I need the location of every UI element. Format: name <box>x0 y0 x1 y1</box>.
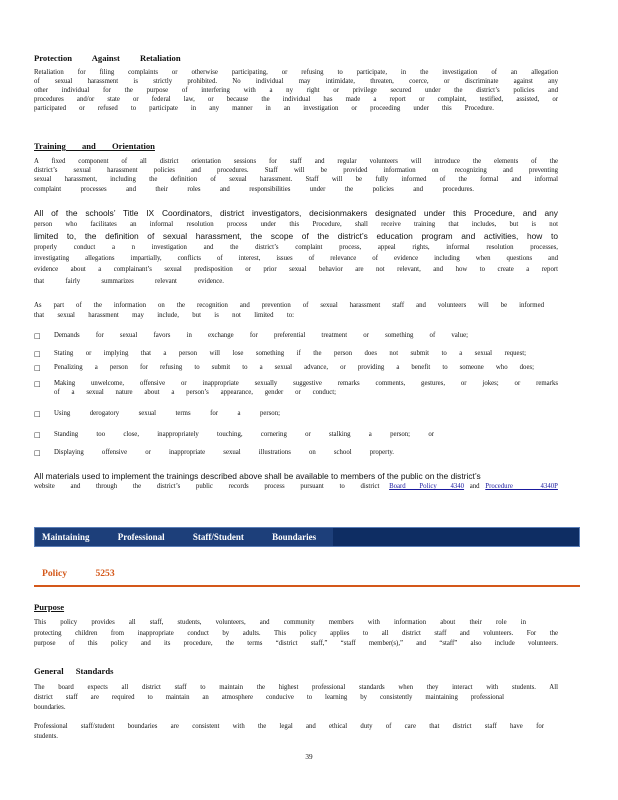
policy-number: Policy 5253 <box>42 568 115 579</box>
page-number: 39 <box>305 753 313 761</box>
standards-p2-line-1: Professional staff/student boundaries are consistent with the legal and ethical duty of care that district staff have for <box>34 723 544 730</box>
policy-divider <box>34 585 580 587</box>
purpose-line-3: purpose of this policy and its procedure, the terms “district staff,” “staff member(s),” and “staff” also include volunteers. <box>34 640 558 647</box>
retaliation-line-2: of sexual harassment is strictly prohibited. No individual may intimidate, threaten, coerce, or discriminate against any <box>34 78 558 85</box>
bullet-item <box>34 364 558 373</box>
bullet-text-continued: of a sexual nature about a person’s appearance, gender or conduct; <box>54 388 336 396</box>
materials-and-text: and <box>469 483 480 490</box>
section-banner <box>34 527 580 547</box>
purpose-line-1: This policy provides all staff, students, volunteers, and community members with information about their role in <box>34 619 526 626</box>
bullet-box-icon: □ <box>34 380 41 388</box>
bullet-box-icon: □ <box>34 410 41 418</box>
training-p1-line-3: sexual harassment, including the definition of sexual harassment. Staff will be fully informed of the formal and informal <box>34 176 558 183</box>
bullet-box-icon: □ <box>34 364 41 372</box>
bullet-text: Stating or implying that a person will lose something if the person does not submit to a sexual request; <box>54 350 526 357</box>
training-p2-line-1: All of the schools’ Title IX Coordinators, district investigators, decisionmakers designated under this Procedure, and any <box>34 208 558 218</box>
bullet-box-icon: □ <box>34 431 41 439</box>
bullet-text: Making unwelcome, offensive or inappropriate sexually suggestive remarks comments, gestures, or jokes; or remarks <box>54 380 558 387</box>
procedure-4340p-link[interactable]: Procedure 4340P <box>485 483 558 490</box>
heading-purpose: Purpose <box>34 602 65 612</box>
retaliation-line-5: participated or refused to participate in any manner in an investigation or proceeding under this Procedure. <box>34 105 494 112</box>
retaliation-line-3: other individual for the purpose of interfering with a ny right or privilege secured under the district’s policies and <box>34 87 558 94</box>
bullet-text: Standing too close, inappropriately touching, cornering or stalking a person; or <box>54 431 434 438</box>
materials-line-2 <box>34 483 558 492</box>
bullet-text: Displaying offensive or inappropriate sexual illustrations on school property. <box>54 449 394 456</box>
bullet-text: Penalizing a person for refusing to submit to a sexual advance, or providing a benefit to someone who does; <box>54 364 534 371</box>
retaliation-line-4: procedures and/or state or federal law, or because the individual has made a report or complaint, testified, assisted, or <box>34 96 558 103</box>
bullet-item <box>34 350 558 359</box>
bullet-text: Using derogatory sexual terms for a person; <box>54 410 280 417</box>
heading-general-standards: General Standards <box>34 666 114 676</box>
training-p1-line-1: A fixed component of all district orientation sessions for staff and regular volunteers will introduce the elements of the <box>34 158 558 165</box>
bullet-text: Demands for sexual favors in exchange for preferential treatment or something of value; <box>54 332 468 339</box>
training-p3-line-1: As part of the information on the recognition and prevention of sexual harassment staff and volunteers will be informed <box>34 302 544 309</box>
training-p1-line-2: district’s sexual harassment policies and procedures. Staff will be provided information on recognizing and preventing <box>34 167 558 174</box>
purpose-line-2: protecting children from inappropriate conduct by adults. This policy applies to all district staff and volunteers. For the <box>34 630 558 637</box>
heading-protection-against-retaliation: Protection Against Retaliation <box>34 53 181 63</box>
bullet-item <box>34 449 558 458</box>
training-p2-line-2: person who facilitates an informal resolution process under this Procedure, shall receive training that includes, but is not <box>34 221 558 228</box>
standards-p2-line-2: students. <box>34 733 58 740</box>
training-p2-line-4: properly conduct a n investigation and the district’s complaint process, appeal rights, informal resolution processes, <box>34 244 558 251</box>
training-p2-line-5: investigating allegations impartially, conflicts of interest, issues of relevance of evidence including when questions and <box>34 255 558 262</box>
heading-training-and-orientation: Training and Orientation <box>34 141 155 151</box>
bullet-item <box>34 410 558 419</box>
training-p3-line-2: that sexual harassment may include, but is not limited to: <box>34 312 294 319</box>
bullet-item <box>34 431 558 440</box>
standards-p1-line-2: district staff are required to maintain an atmosphere conducive to learning by consistently maintaining professional <box>34 694 504 701</box>
board-policy-4340-link[interactable]: Board Policy 4340 <box>389 483 465 490</box>
materials-line-2-text: website and through the district’s public records process pursuant to district <box>34 483 380 490</box>
bullet-box-icon: □ <box>34 350 41 358</box>
retaliation-line-1: Retaliation for filing complaints or otherwise participating, or refusing to participate, in the investigation of an allegation <box>34 69 558 76</box>
training-p2-line-3: limited to, the definition of sexual harassment, the scope of the district’s education program and activities, how to <box>34 231 558 241</box>
bullet-box-icon: □ <box>34 449 41 457</box>
bullet-item <box>34 332 558 341</box>
materials-line-1: All materials used to implement the trainings described above shall be available to members of the public on the district’s <box>34 471 481 481</box>
standards-p1-line-1: The board expects all district staff to maintain the highest professional standards when they interact with students. All <box>34 684 558 691</box>
bullet-item <box>34 380 558 397</box>
banner-title: Maintaining Professional Staff/Student Boundaries <box>42 532 317 542</box>
bullet-box-icon: □ <box>34 332 41 340</box>
training-p1-line-4: complaint processes and their roles and responsibilities under the policies and procedures. <box>34 186 474 193</box>
training-p2-line-7: that fairly summarizes relevant evidence. <box>34 278 224 285</box>
training-p2-line-6: evidence about a complainant’s sexual predisposition or prior sexual behavior are not relevant, and how to create a report <box>34 266 558 273</box>
standards-p1-line-3: boundaries. <box>34 704 66 711</box>
